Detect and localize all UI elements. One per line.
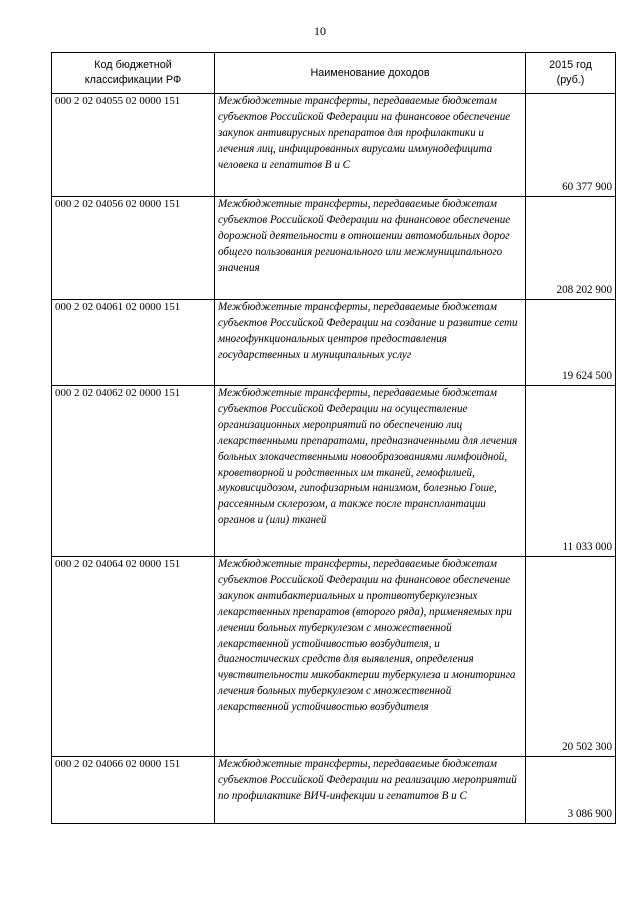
table-row	[52, 386, 616, 557]
row-name: Межбюджетные трансферты, передаваемые бюджетам субъектов Российской Федерации на реализацию мероприятий по профилактике ВИЧ-инфекции и гепатитов В и С	[215, 757, 526, 824]
table-row	[52, 197, 616, 300]
page-number: 10	[314, 24, 326, 38]
row-amount: 11 033 000	[526, 386, 616, 557]
row-name: Межбюджетные трансферты, передаваемые бюджетам субъектов Российской Федерации на создание и развитие сети многофункциональных центров предоставления государственных и муниципальных услуг	[215, 300, 526, 386]
row-name: Межбюджетные трансферты, передаваемые бюджетам субъектов Российской Федерации на финансовое обеспечение закупок антибактериальных и противотуберкулезных лекарственных препаратов (второго ряда), применяемых при лечении больных туберкулезом с множественной лекарственной устойчивостью возбудителя, и диагностических средств для выявления, определения чувствительности микобактерии туберкулеза и мониторинга лечения больных туберкулезом с множественной лекарственной устойчивостью возбудителя	[215, 557, 526, 757]
row-name: Межбюджетные трансферты, передаваемые бюджетам субъектов Российской Федерации на финансовое обеспечение дорожной деятельности в отношении автомобильных дорог общего пользования регионального или межмуниципального значения	[215, 197, 526, 300]
row-code: 000 2 02 04056 02 0000 151	[52, 197, 215, 300]
table-header-row	[52, 53, 616, 94]
row-amount: 60 377 900	[526, 94, 616, 197]
row-name: Межбюджетные трансферты, передаваемые бюджетам субъектов Российской Федерации на финансовое обеспечение закупок антивирусных препаратов для профилактики и лечения лиц, инфицированных вирусами иммунодефицита человека и гепатитов В и С	[215, 94, 526, 197]
table-row	[52, 300, 616, 386]
header-name: Наименование доходов	[215, 53, 526, 94]
row-amount: 208 202 900	[526, 197, 616, 300]
header-amount: 2015 год (руб.)	[526, 53, 616, 94]
table-row	[52, 557, 616, 757]
row-amount: 19 624 500	[526, 300, 616, 386]
row-amount: 3 086 900	[526, 757, 616, 824]
row-name: Межбюджетные трансферты, передаваемые бюджетам субъектов Российской Федерации на осуществление организационных мероприятий по обеспечению лиц лекарственными препаратами, предназначенными для лечения больных злокачественными новообразованиями лимфоидной, кроветворной и родственных им тканей, гемофилией, муковисцидозом, гипофизарным нанизмом, болезнью Гоше, рассеянным склерозом, а также после трансплантации органов и (или) тканей	[215, 386, 526, 557]
table-row	[52, 757, 616, 824]
row-code: 000 2 02 04055 02 0000 151	[52, 94, 215, 197]
row-amount: 20 502 300	[526, 557, 616, 757]
row-code: 000 2 02 04064 02 0000 151	[52, 557, 215, 757]
row-code: 000 2 02 04066 02 0000 151	[52, 757, 215, 824]
budget-revenue-table	[51, 52, 616, 824]
table-row	[52, 94, 616, 197]
header-code: Код бюджетной классификации РФ	[52, 53, 215, 94]
row-code: 000 2 02 04061 02 0000 151	[52, 300, 215, 386]
row-code: 000 2 02 04062 02 0000 151	[52, 386, 215, 557]
